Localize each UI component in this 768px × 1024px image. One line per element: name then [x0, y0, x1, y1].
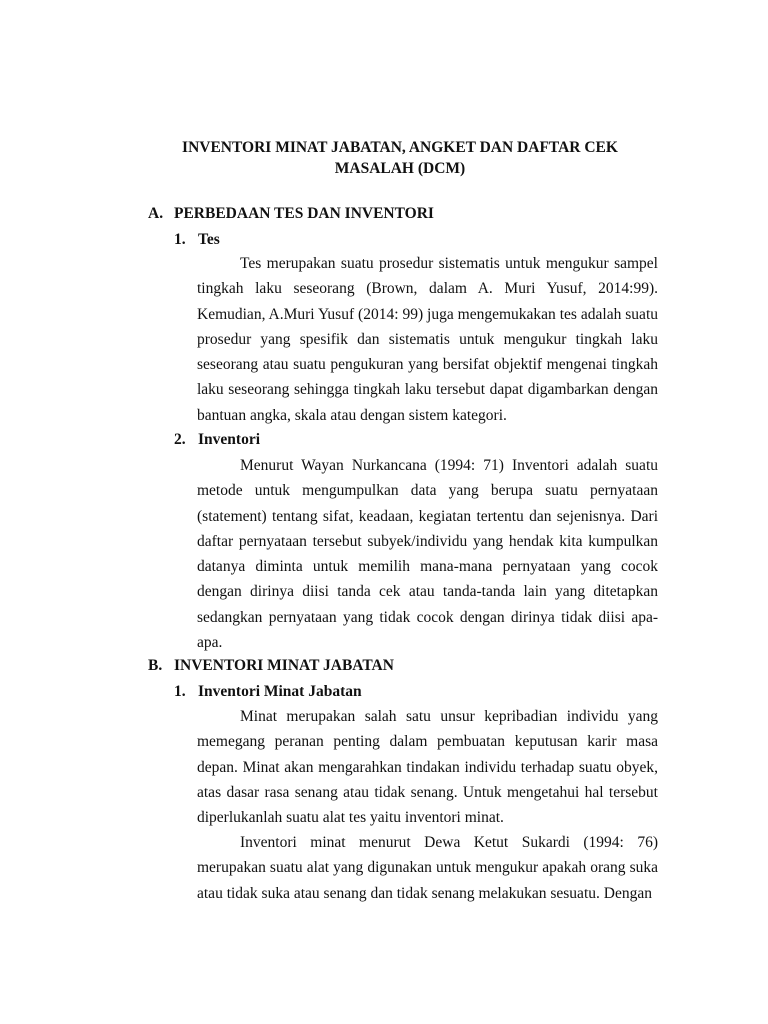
section-a-sub2-number: 2.: [174, 431, 186, 448]
section-a-heading: [148, 204, 434, 224]
document-title-line-1: INVENTORI MINAT JABATAN, ANGKET DAN DAFTAR CEK: [182, 139, 618, 156]
section-b-title: INVENTORI MINAT JABATAN: [174, 657, 394, 674]
document-title-line-2: MASALAH (DCM): [334, 160, 466, 177]
minat-paragraph-2: Inventori minat menurut Dewa Ketut Sukardi (1994: 76) merupakan suatu alat yang digunakan untuk mengukur apakah orang suka atau tidak suka atau senang dan tidak senang melakukan sesuatu. Dengan: [197, 834, 658, 902]
section-b-heading: [148, 656, 394, 676]
section-a-sub2-heading: [174, 430, 260, 450]
section-a-letter: A.: [148, 205, 164, 222]
inventori-paragraph: Menurut Wayan Nurkancana (1994: 71) Inventori adalah suatu metode untuk mengumpulkan data yang berupa suatu pernyataan (statement) tentang sifat, keadaan, kegiatan tertentu dan sejenisnya. Dari daftar pernyataan tersebut subyek/individu yang hendak kita kumpulkan datanya diminta untuk memilih mana-mana pernyataan yang cocok dengan dirinya diisi tanda cek atau tanda-tanda lain yang ditetapkan sedangkan pernyataan yang tidak cocok dengan dirinya tidak diisi apa-apa.: [197, 457, 658, 652]
section-a-sub2-title: Inventori: [198, 431, 260, 448]
section-b-letter: B.: [148, 657, 163, 674]
section-b-sub1-heading: [174, 682, 362, 702]
tes-paragraph: Tes merupakan suatu prosedur sistematis untuk mengukur sampel tingkah laku seseorang (Brown, dalam A. Muri Yusuf, 2014:99). Kemudian, A.Muri Yusuf (2014: 99) juga mengemukakan tes adalah suatu prosedur yang spesifik dan sistematis untuk mengukur tingkah laku seseorang atau suatu pengukuran yang bersifat objektif mengenai tingkah laku seseorang sehingga tingkah laku tersebut dapat digambarkan dengan bantuan angka, skala atau dengan sistem kategori.: [197, 255, 658, 424]
section-a-title: PERBEDAAN TES DAN INVENTORI: [174, 205, 434, 222]
section-a-sub1-number: 1.: [174, 231, 186, 248]
section-a-sub1-heading: [174, 230, 220, 250]
section-b-sub1-title: Inventori Minat Jabatan: [198, 683, 362, 700]
document-title: [150, 137, 650, 179]
section-b-sub1-number: 1.: [174, 683, 186, 700]
minat-paragraph-1: Minat merupakan salah satu unsur kepribadian individu yang memegang peranan penting dalam pembuatan keputusan karir masa depan. Minat akan mengarahkan tindakan individu terhadap suatu obyek, atas dasar rasa senang atau tidak senang. Untuk mengetahui hal tersebut diperlukanlah suatu alat tes yaitu inventori minat.: [197, 708, 658, 827]
section-a-sub1-title: Tes: [198, 231, 220, 248]
